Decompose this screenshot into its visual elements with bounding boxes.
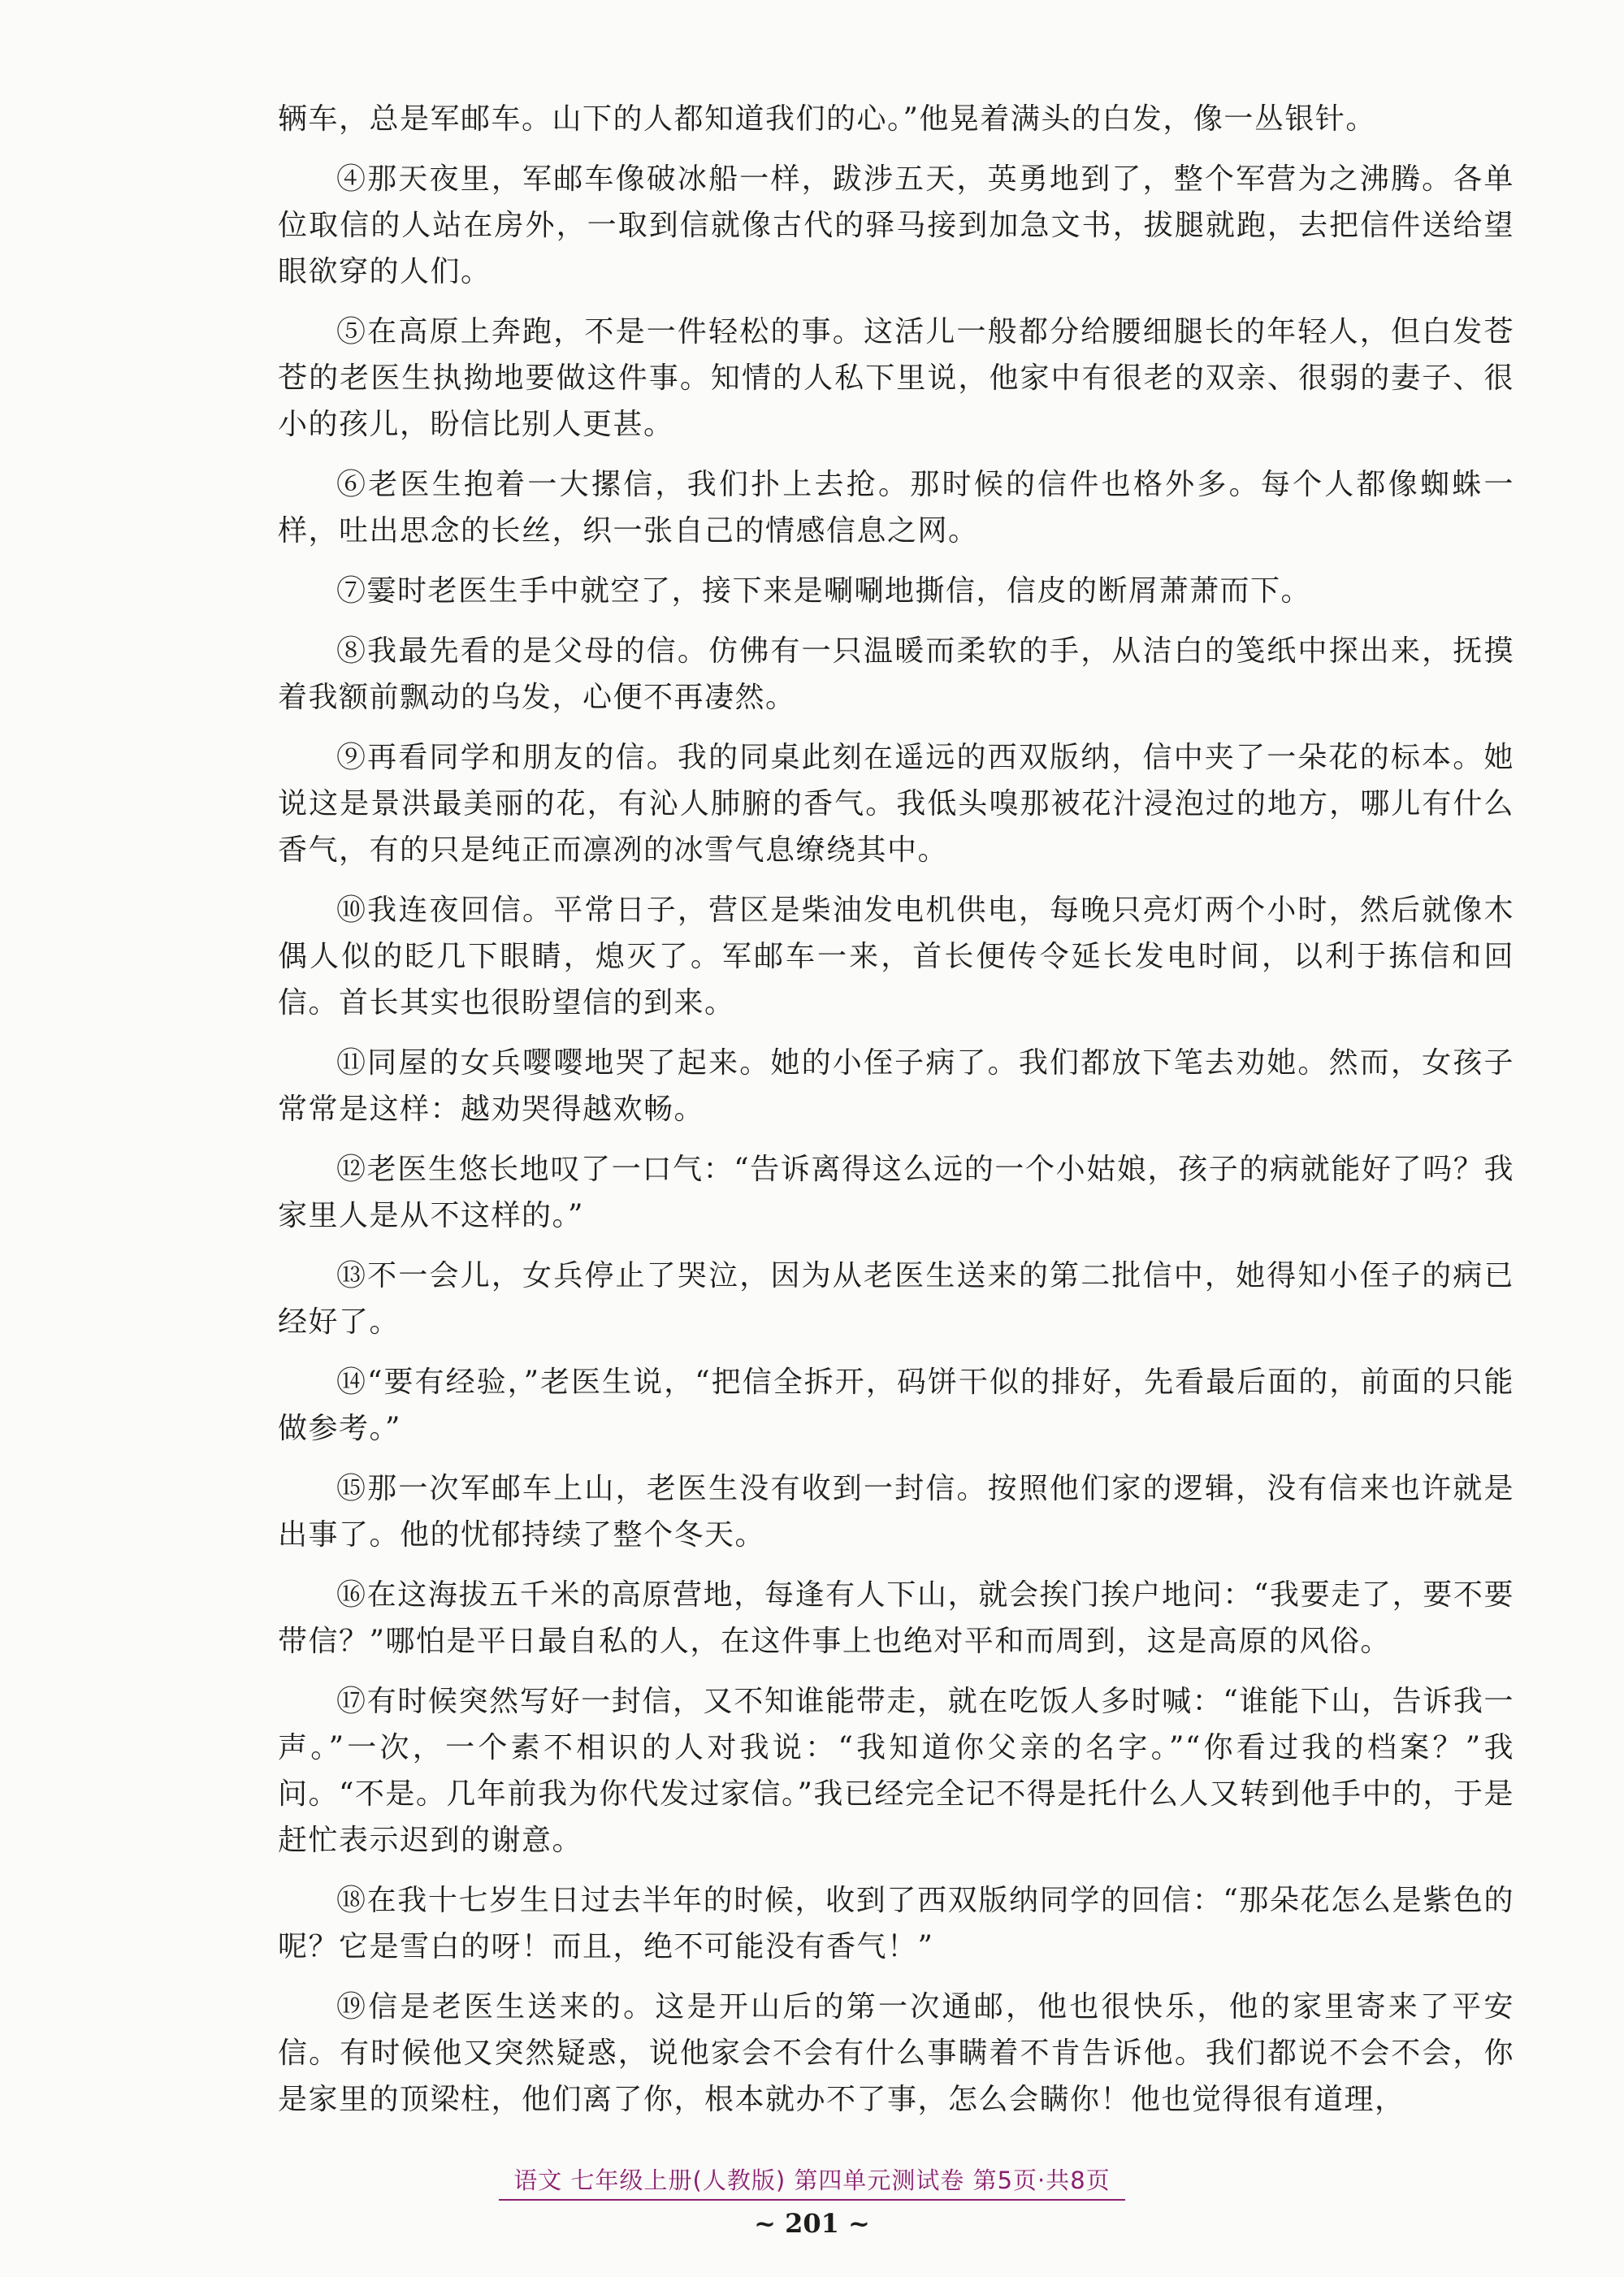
paragraph-7: ⑦霎时老医生手中就空了，接下来是唰唰地撕信，信皮的断屑萧萧而下。	[336, 574, 1312, 608]
footer	[0, 2162, 1624, 2201]
paragraph-18: ⑱在我十七岁生日过去半年的时候，收到了西双版纳同学的回信：“那朵花怎么是紫色的呢？它是雪白的呀！而且，绝不可能没有香气！”	[278, 1884, 1514, 1963]
paragraph-19: ⑲信是老医生送来的。这是开山后的第一次通邮，他也很快乐，他的家里寄来了平安信。有时候他又突然疑惑，说他家会不会有什么事瞒着不肯告诉他。我们都说不会不会，你是家里的顶梁柱，他们离了你，根本就办不了事，怎么会瞒你！他也觉得很有道理，	[278, 1990, 1514, 2116]
paragraph-15: ⑮那一次军邮车上山，老医生没有收到一封信。按照他们家的逻辑，没有信来也许就是出事了。他的忧郁持续了整个冬天。	[278, 1472, 1514, 1552]
paragraph-11: ⑪同屋的女兵嘤嘤地哭了起来。她的小侄子病了。我们都放下笔去劝她。然而，女孩子常常是这样：越劝哭得越欢畅。	[278, 1046, 1514, 1126]
footer-text: 语文 七年级上册(人教版) 第四单元测试卷 第5页·共8页	[499, 2162, 1124, 2201]
page-number: ~ 201 ~	[754, 2208, 870, 2239]
paragraph-5: ⑤在高原上奔跑，不是一件轻松的事。这活儿一般都分给腰细腿长的年轻人，但白发苍苍的老医生执拗地要做这件事。知情的人私下里说，他家中有很老的双亲、很弱的妻子、很小的孩儿，盼信比别人更甚。	[278, 315, 1514, 441]
paragraph-14: ⑭“要有经验，”老医生说，“把信全拆开，码饼干似的排好，先看最后面的，前面的只能做参考。”	[278, 1366, 1514, 1445]
paragraph-continuation: 辆车，总是军邮车。山下的人都知道我们的心。”他晃着满头的白发，像一丛银针。	[278, 102, 1376, 136]
paragraph-10: ⑩我连夜回信。平常日子，营区是柴油发电机供电，每晚只亮灯两个小时，然后就像木偶人似的眨几下眼睛，熄灭了。军邮车一来，首长便传令延长发电时间，以利于拣信和回信。首长其实也很盼望信的到来。	[278, 894, 1514, 1019]
paragraph-8: ⑧我最先看的是父母的信。仿佛有一只温暖而柔软的手，从洁白的笺纸中探出来，抚摸着我额前飘动的乌发，心便不再凄然。	[278, 634, 1514, 714]
paragraph-9: ⑨再看同学和朋友的信。我的同桌此刻在遥远的西双版纳，信中夹了一朵花的标本。她说这是景洪最美丽的花，有沁人肺腑的香气。我低头嗅那被花汁浸泡过的地方，哪儿有什么香气，有的只是纯正而凛冽的冰雪气息缭绕其中。	[278, 741, 1514, 867]
article-body	[278, 96, 1514, 2136]
paragraph-13: ⑬不一会儿，女兵停止了哭泣，因为从老医生送来的第二批信中，她得知小侄子的病已经好了。	[278, 1259, 1514, 1339]
paragraph-12: ⑫老医生悠长地叹了一口气：“告诉离得这么远的一个小姑娘，孩子的病就能好了吗？我家里人是从不这样的。”	[278, 1153, 1514, 1232]
paragraph-6: ⑥老医生抱着一大摞信，我们扑上去抢。那时候的信件也格外多。每个人都像蜘蛛一样，吐出思念的长丝，织一张自己的情感信息之网。	[278, 468, 1514, 548]
paragraph-4: ④那天夜里，军邮车像破冰船一样，跋涉五天，英勇地到了，整个军营为之沸腾。各单位取信的人站在房外，一取到信就像古代的驿马接到加急文书，拔腿就跑，去把信件送给望眼欲穿的人们。	[278, 162, 1514, 288]
paragraph-16: ⑯在这海拔五千米的高原营地，每逢有人下山，就会挨门挨户地问：“我要走了，要不要带信？”哪怕是平日最自私的人，在这件事上也绝对平和而周到，这是高原的风俗。	[278, 1578, 1514, 1658]
paragraph-17: ⑰有时候突然写好一封信，又不知谁能带走，就在吃饭人多时喊：“谁能下山，告诉我一声。”一次，一个素不相识的人对我说：“我知道你父亲的名字。”“你看过我的档案？”我问。“不是。几年前我为你代发过家信。”我已经完全记不得是托什么人又转到他手中的，于是赶忙表示迟到的谢意。	[278, 1685, 1514, 1857]
